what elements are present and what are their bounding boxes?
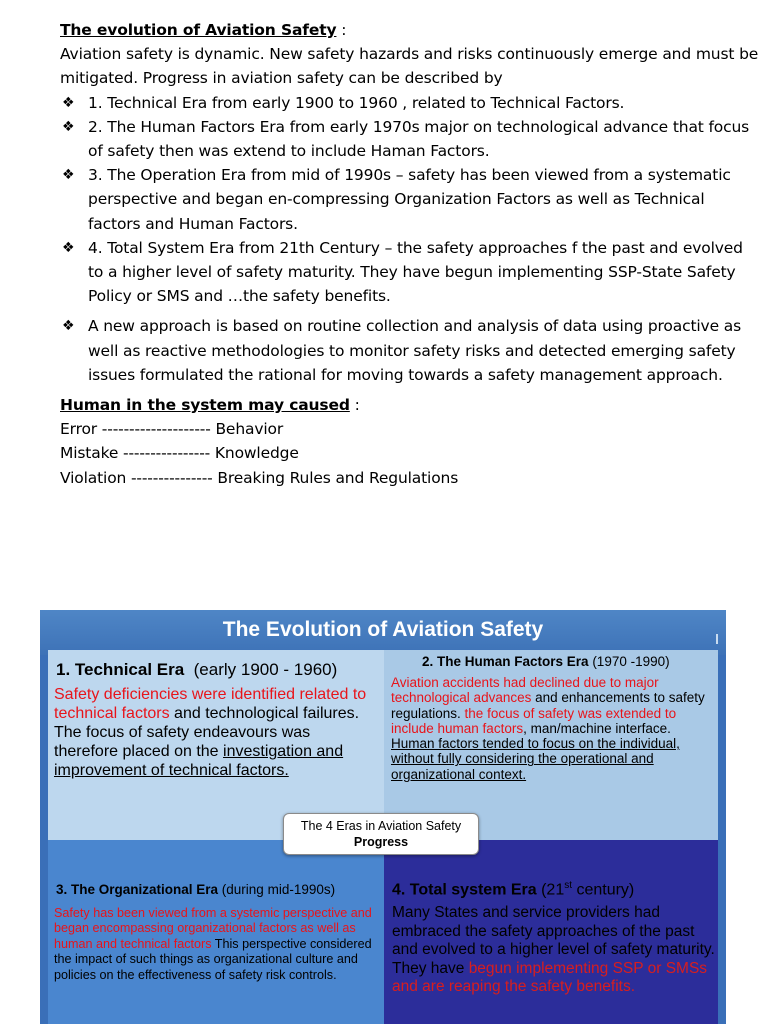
total-system-era-panel <box>384 840 718 1024</box>
four-eras-label-box <box>283 813 479 855</box>
list-item-text: 3. The Operation Era from mid of 1990s – safety has been viewed from a systematic perspective and began en-compressing Organization Factors as well as Technical factors and Human Factors. <box>88 166 731 233</box>
four-eras-label-line1: The 4 Eras in Aviation Safety <box>300 819 462 833</box>
human-heading: Human in the system may caused <box>60 396 350 415</box>
list-item <box>60 163 760 236</box>
list-item <box>60 115 760 163</box>
diamond-bullet-icon: ❖ <box>62 239 75 256</box>
human-factors-era-panel <box>384 650 718 840</box>
section-heading: The evolution of Aviation Safety <box>60 21 337 39</box>
organizational-era-title: 3. The Organizational Era (during mid-1990s) <box>56 882 336 897</box>
cause-row-error: Error -------------------- Behavior <box>60 420 284 439</box>
organizational-era-panel <box>48 840 384 1024</box>
human-factors-era-title: 2. The Human Factors Era (1970 -1990) <box>422 654 670 669</box>
list-item-text: 1. Technical Era from early 1900 to 1960 , related to Technical Factors. <box>88 93 625 112</box>
technical-era-title: 1. Technical Era (early 1900 - 1960) <box>56 660 338 679</box>
list-item-text: 2. The Human Factors Era from early 1970s major on technological advance that focus of safety then was extend to include Haman Factors. <box>88 117 750 161</box>
slide-title: The Evolution of Aviation Safety <box>222 618 544 641</box>
era-bullet-list <box>60 91 760 387</box>
human-heading-line <box>60 393 760 417</box>
intro-paragraph: Aviation safety is dynamic. New safety hazards and risks continuously emerge and must be mitigated. Progress in aviation safety can be described by <box>60 45 759 88</box>
document-text <box>60 18 760 490</box>
human-factors-era-body: Aviation accidents had declined due to major technological advances and enhancements to safety regulations. the focus of safety was extended to include human factors, man/machine interface. Human factors tended to focus on the individual, without fully considering the operational and organizational context. <box>391 675 705 782</box>
list-item <box>60 91 760 115</box>
section-heading-suffix: : <box>336 21 347 39</box>
list-item <box>60 314 760 387</box>
list-item-text: A new approach is based on routine collection and analysis of data using proactive as well as reactive methodologies to monitor safety risks and detected emerging safety issues formulated the rational for moving towards a safety management approach. <box>88 317 742 384</box>
human-heading-suffix: : <box>349 396 360 415</box>
four-eras-label-line2: Progress <box>353 835 409 849</box>
total-system-era-body: Many States and service providers had embraced the safety approaches of the past and evolved to a higher level of safety maturity. They have begun implementing SSP or SMSs and are reaping the safety benefits. <box>392 904 715 995</box>
diamond-bullet-icon: ❖ <box>62 94 75 111</box>
cause-row-violation: Violation --------------- Breaking Rules and Regulations <box>60 468 459 487</box>
list-item-text: 4. Total System Era from 21th Century – the safety approaches f the past and evolved to a higher level of safety maturity. They have begun implementing SSP-State Safety Policy or SMS and …the safety benefits. <box>88 238 743 306</box>
evolution-slide-image <box>40 610 726 1024</box>
section-heading-line <box>60 18 760 42</box>
diamond-bullet-icon: ❖ <box>62 118 75 135</box>
total-system-era-title: 4. Total system Era (21st century) <box>392 880 635 899</box>
organizational-era-body: Safety has been viewed from a systemic perspective and began encompassing organizational factors as well as human and technical factors This perspective considered the impact of such things as organizational culture and policies on the effectiveness of safety risk controls. <box>54 906 372 982</box>
technical-era-body: Safety deficiencies were identified related to technical factors and technological failures. The focus of safety endeavours was therefore placed on the investigation and improvement of technical factors. <box>54 686 367 779</box>
diamond-bullet-icon: ❖ <box>62 167 75 184</box>
list-item <box>60 236 760 309</box>
diamond-bullet-icon: ❖ <box>62 318 75 335</box>
slide-corner-mark <box>716 634 718 644</box>
cause-row-mistake: Mistake ---------------- Knowledge <box>60 444 299 463</box>
technical-era-panel <box>48 650 384 840</box>
